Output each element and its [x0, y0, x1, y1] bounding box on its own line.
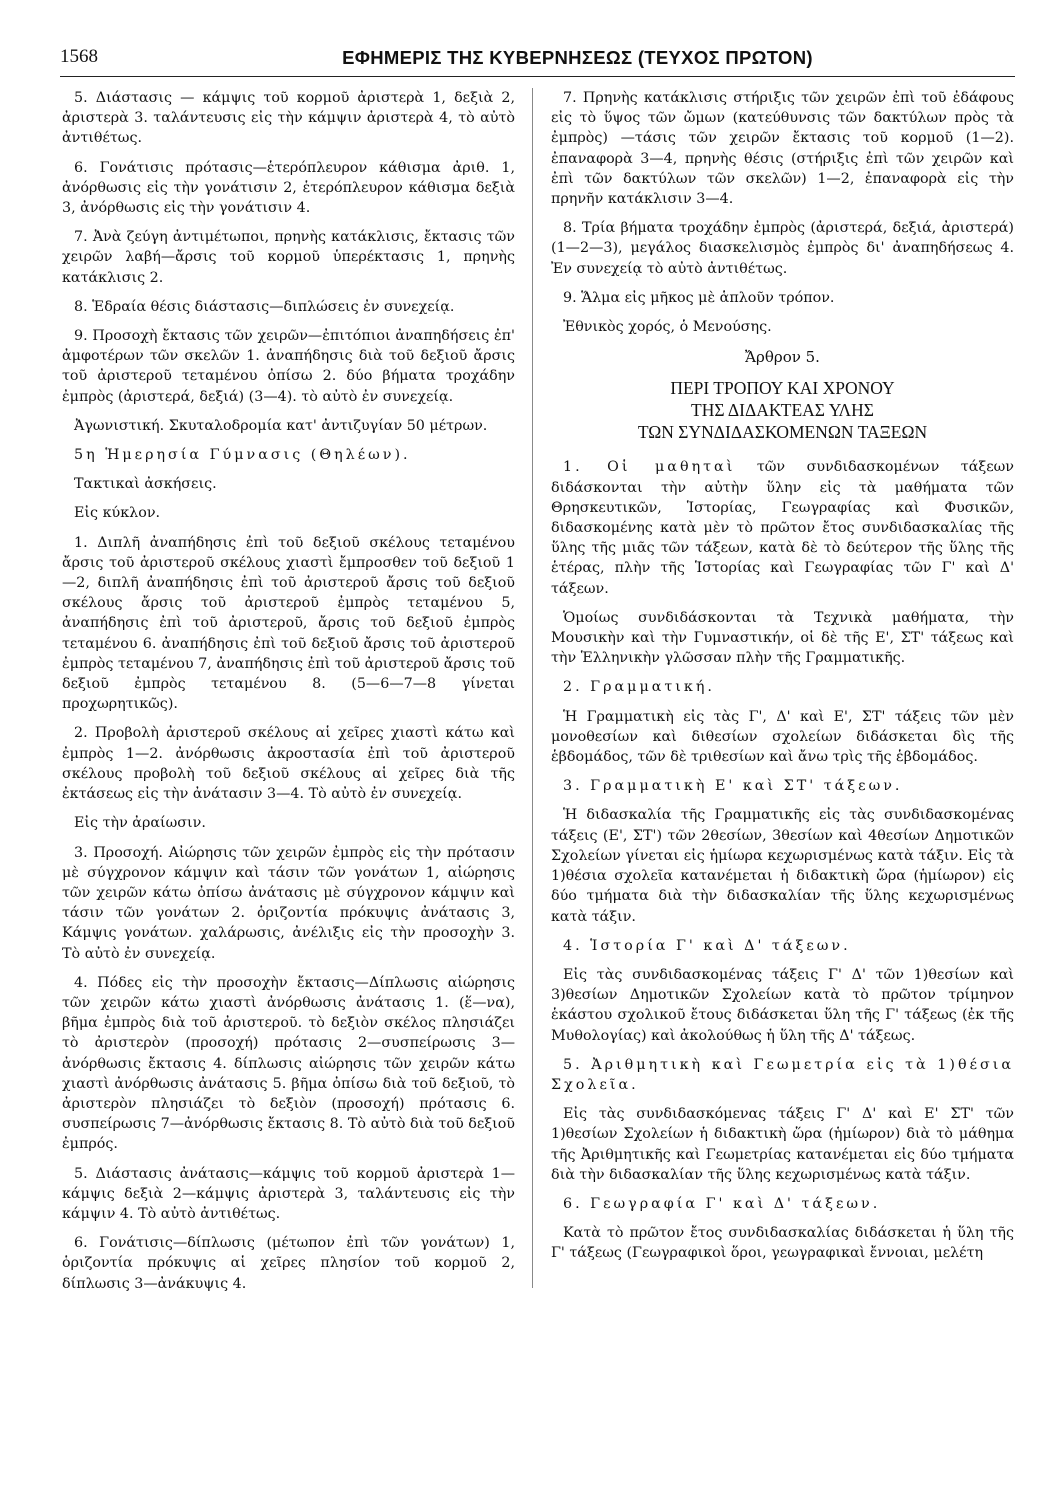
article-title-line: ΤΩΝ ΣΥΝΔΙΔΑΣΚΟΜΕΝΩΝ ΤΑΞΕΩΝ [637, 422, 928, 443]
paragraph: 1. Διπλῆ ἀναπήδησις ἐπὶ τοῦ δεξιοῦ σκέλους τεταμένου ἄρσις τοῦ ἀριστεροῦ σκέλους χιαστὶ ἔμπροσθεν τοῦ δεξιοῦ 1—2, διπλῆ ἀναπήδησις ἐπὶ τοῦ ἀριστεροῦ ἄρσις τοῦ δεξιοῦ σκέλους ἄρσις τοῦ ἀριστεροῦ ἐμπρὸς τεταμένου 5, ἀναπήδησις ἐπὶ τοῦ ἀριστεροῦ, ἄρσις τοῦ δεξιοῦ ἐμπρὸς τεταμένου 6. ἀναπήδησις ἐπὶ τοῦ δεξιοῦ ἄρσις τοῦ ἀριστεροῦ ἐμπρὸς τεταμένου 7, ἀναπήδησις ἐπὶ τοῦ ἀριστεροῦ ἄρσις τοῦ δεξιοῦ ἐμπρὸς τεταμένου 8. (5—6—7—8 γίνεται προχωρητικῶς). [62, 534, 515, 713]
paragraph: 6. Γονάτισις πρότασις—ἑτερόπλευρον κάθισμα ἀριθ. 1, ἀνόρθωσις εἰς τὴν γονάτισιν 2, ἑτερόπλευρον κάθισμα δεξιὰ 3, ἀνόρθωσις εἰς τὴν γονάτισιν 4. [62, 159, 515, 217]
paragraph: 5. Διάστασις ἀνάτασις—κάμψις τοῦ κορμοῦ ἀριστερὰ 1—κάμψις δεξιὰ 2—κάμψις ἀριστερὰ 3, ταλάντευσις εἰς τὴν κάμψιν 4. Τὸ αὐτὸ ἀντιθέτως. [62, 1165, 515, 1222]
paragraph: Ἀγωνιστική. Σκυταλοδρομία κατ' ἀντιζυγίαν 50 μέτρων. [74, 417, 488, 434]
paragraph: Ἡ Γραμματικὴ εἰς τὰς Γ', Δ' καὶ Ε', ΣΤ' τάξεις τῶν μὲν μονοθεσίων καὶ διθεσίων σχολείων διδάσκεται δὶς τῆς ἑβδομάδος, τῶν δὲ τριθεσίων καὶ ἄνω τρὶς τῆς ἑβδομάδος. [551, 708, 1014, 766]
section-heading: 2. Γραμματική. [563, 679, 715, 696]
page-number: 1568 [60, 46, 98, 67]
article-title [551, 377, 1014, 443]
section-heading: 4. Ἱστορία Γ' καὶ Δ' τάξεων. [563, 937, 851, 954]
paragraph: Εἰς τὰς συνδιδασκομένας τάξεις Γ' Δ' τῶν 1)θεσίων καὶ 3)θεσίων Δημοτικῶν Σχολείων κατὰ τὸ πρῶτον τρίμηνον ἑκάστου σχολικοῦ ἔτους διδάσκεται ὕλη τῆς Γ' τάξεως (ἐκ τῆς Μυθολογίας) καὶ ἀκολούθως ἡ ὕλη τῆς Δ' τάξεως. [551, 966, 1014, 1044]
gazette-title: ΕΦΗΜΕΡΙΣ ΤΗΣ ΚΥΒΕΡΝΗΣΕΩΣ (ΤΕΥΧΟΣ ΠΡΩΤΟΝ) [342, 47, 813, 68]
paragraph: 3. Προσοχή. Αἰώρησις τῶν χειρῶν ἐμπρὸς εἰς τὴν πρότασιν μὲ σύγχρονον κάμψιν καὶ τάσιν τῶν γονάτων 1, αἰώρησις τῶν χειρῶν κάτω ὀπίσω ἀνάτασις μὲ σύγχρονον κάμψιν καὶ τάσιν τῶν γονάτων 2. ὁριζοντία πρόκυψις ἀνάτασις 3, Κάμψις γονάτων. χαλάρωσις, ἀνέλιξις εἰς τὴν προσοχὴν 3. Τὸ αὐτὸ ἐν συνεχείᾳ. [62, 844, 515, 962]
paragraph: 9. Προσοχὴ ἔκτασις τῶν χειρῶν—ἐπιτόπιοι ἀναπηδήσεις ἐπ' ἀμφοτέρων τῶν σκελῶν 1. ἀναπήδησις διὰ τοῦ δεξιοῦ ἄρσις τοῦ ἀριστεροῦ τεταμένου ὀπίσω 2. δύο βήματα τροχάδην ἐμπρὸς (ἀριστερά, δεξιά) (3—4). τὸ αὐτὸ ἐν συνεχείᾳ. [62, 328, 515, 405]
article-number: Ἄρθρον 5. [745, 348, 820, 367]
article-title-line: ΠΕΡΙ ΤΡΟΠΟΥ ΚΑΙ ΧΡΟΝΟΥ [670, 378, 895, 399]
section-heading: 6. Γεωγραφία Γ' καὶ Δ' τάξεων. [563, 1195, 881, 1212]
section-heading: 5η Ἡμερησία Γύμνασις (Θηλέων). [74, 447, 411, 464]
left-column [62, 88, 515, 1488]
paragraph: 8. Τρία βήματα τροχάδην ἐμπρὸς (ἀριστερά, δεξιά, ἀριστερά) (1—2—3), μεγάλος διασκελισμὸς ἐμπρὸς δι' ἀναπηδήσεως 4. Ἐν συνεχείᾳ τὸ αὐτὸ ἀντιθέτως. [551, 220, 1014, 277]
spaced-lead: 1. Οἱ μαθηταὶ [563, 459, 736, 476]
right-column [551, 88, 1014, 1488]
paragraph: 5. Διάστασις — κάμψις τοῦ κορμοῦ ἀριστερὰ 1, δεξιὰ 2, ἀριστερὰ 3. ταλάντευσις εἰς τὴν κάμψιν ἀριστερὰ 4, τὸ αὐτὸ ἀντιθέτως. [62, 90, 515, 147]
paragraph: 7. Ἀνὰ ζεύγη ἀντιμέτωποι, πρηνὴς κατάκλισις, ἔκτασις τῶν χειρῶν λαβή—ἄρσις τοῦ κορμοῦ ὑπερέκτασις 1, πρηνὴς κατάκλισις 2. [62, 229, 515, 286]
subheading: Εἰς τὴν ἀραίωσιν. [74, 815, 206, 832]
column-divider [532, 88, 533, 1288]
paragraph: 6. Γονάτισις—δίπλωσις (μέτωπον ἐπὶ τῶν γονάτων) 1, ὁριζοντία πρόκυψις αἱ χεῖρες πλησίον τοῦ κορμοῦ 2, δίπλωσις 3—ἀνάκυψις 4. [62, 1235, 515, 1292]
paragraph: 2. Προβολὴ ἀριστεροῦ σκέλους αἱ χεῖρες χιαστὶ κάτω καὶ ἐμπρὸς 1—2. ἀνόρθωσις ἀκροστασία ἐπὶ τοῦ ἀριστεροῦ σκέλους προβολὴ τοῦ δεξιοῦ σκέλους αἱ χεῖρες διὰ τῆς ἐκτάσεως εἰς τὴν ἀνάτασιν 3—4. Τὸ αὐτὸ ἐν συνεχείᾳ. [62, 725, 515, 803]
section-heading: 5. Ἀριθμητικὴ καὶ Γεωμετρία εἰς τὰ 1)θέσια Σχολεῖα. [551, 1056, 1014, 1093]
paragraph-text: τῶν συνδιδασκομένων τάξεων διδάσκονται τὴν αὐτὴν ὕλην εἰς τὰ μαθήματα τῶν Θρησκευτικῶν, Ἱστορίας, Γεωγραφίας καὶ Φυσικῶν, διδασκομένης κατὰ μὲν τὸ πρῶτον ἔτος συνδιδασκαλίας τῆς ὕλης τῆς μιᾶς τῶν τάξεων, κατὰ δὲ τὸ δεύτερον τῆς ὕλης τῆς ἑτέρας, πλὴν τῆς Ἱστορίας καὶ Γεωγραφίας τῶν Γ' καὶ Δ' τάξεων. [551, 459, 1014, 597]
paragraph: Ὁμοίως συνδιδάσκονται τὰ Τεχνικὰ μαθήματα, τὴν Μουσικὴν καὶ τὴν Γυμναστικήν, οἱ δὲ τῆς Ε', ΣΤ' τάξεως καὶ τὴν Ἑλληνικὴν γλῶσσαν πλὴν τῆς Γραμματικῆς. [551, 609, 1014, 667]
page-header [60, 42, 1015, 77]
paragraph: 9. Ἅλμα εἰς μῆκος μὲ ἁπλοῦν τρόπον. [563, 289, 835, 306]
paragraph: Εἰς τὰς συνδιδασκόμενας τάξεις Γ' Δ' καὶ Ε' ΣΤ' τῶν 1)θεσίων Σχολείων ἡ διδακτικὴ ὥρα (ἡμίωρον) διὰ τὸ μάθημα τῆς Ἀριθμητικῆς καὶ Γεωμετρίας κατανέμεται εἰς δύο τμήματα διὰ τὴν διδασκαλίαν τῆς ὕλης κεχωρισμένως κατὰ τάξιν. [551, 1106, 1014, 1183]
paragraph: 7. Πρηνὴς κατάκλισις στήριξις τῶν χειρῶν ἐπὶ τοῦ ἐδάφους εἰς τὸ ὕψος τῶν ὤμων (κατεύθυνσις τῶν δακτύλων πρὸς τὰ ἐμπρὸς) —τάσις τῶν χειρῶν ἔκτασις τοῦ κορμοῦ (1—2). ἐπαναφορὰ 3—4, πρηνὴς θέσις (στήριξις ἐπὶ τῶν χειρῶν καὶ ἐπὶ τῶν δακτύλων τῶν σκελῶν) 1—2, ἐπαναφορὰ εἰς τὴν πρηνῆν κατάκλισιν 3—4. [551, 90, 1014, 208]
paragraph: Ἡ διδασκαλία τῆς Γραμματικῆς εἰς τὰς συνδιδασκομένας τάξεις (Ε', ΣΤ') τῶν 2θεσίων, 3θεσίων καὶ 4θεσίων Δημοτικῶν Σχολείων γίνεται εἰς ἡμίωρα κεχωρισμένως κατὰ τάξιν. Εἰς τὰ 1)θέσια σχολεῖα κατανέμεται ἡ διδακτικὴ ὥρα (ἡμίωρον) εἰς δύο τμήματα διὰ τὴν διδασκαλίαν τῆς ὕλης κεχωρισμένως κατὰ τάξιν. [551, 807, 1014, 925]
paragraph: Ἐθνικὸς χορός, ὁ Μενούσης. [563, 319, 772, 336]
subheading: Εἰς κύκλον. [74, 505, 161, 522]
article-title-line: ΤΗΣ ΔΙΔΑΚΤΕΑΣ ΥΛΗΣ [691, 400, 874, 421]
paragraph: 8. Ἑδραία θέσις διάστασις—διπλώσεις ἐν συνεχείᾳ. [74, 298, 455, 315]
subheading: Τακτικαὶ ἀσκήσεις. [74, 476, 217, 493]
paragraph: 4. Πόδες εἰς τὴν προσοχὴν ἔκτασις—Δίπλωσις αἰώρησις τῶν χειρῶν κάτω χιαστὶ ἀνόρθωσις ἀνάτασις 1. (ἕ—να), βῆμα ἐμπρὸς διὰ τοῦ ἀριστεροῦ. τὸ δεξιὸν σκέλος πλησιάζει τὸ ἀριστερὸν (προσοχή) πρότασις 2—συσπείρωσις 3—ἀνόρθωσις ἔκτασις 4. δίπλωσις αἰώρησις τῶν χειρῶν κάτω χιαστὶ ἀνόρθωσις ἀνάτασις 5. βῆμα ὀπίσω διὰ τοῦ δεξιοῦ, τὸ ἀριστερὸν πλησιάζει τὸ δεξιὸν (προσοχή) πρότασις 6. συσπείρωσις 7—ἀνόρθωσις ἔκτασις 8. Τὸ αὐτὸ διὰ τοῦ δεξιοῦ ἐμπρός. [62, 974, 515, 1153]
paragraph [551, 457, 1014, 598]
section-heading: 3. Γραμματικὴ Ε' καὶ ΣΤ' τάξεων. [563, 778, 903, 795]
paragraph: Κατὰ τὸ πρῶτον ἔτος συνδιδασκαλίας διδάσκεται ἡ ὕλη τῆς Γ' τάξεως (Γεωγραφικοὶ ὅροι, γεωγραφικαὶ ἔννοιαι, μελέτη [551, 1225, 1014, 1262]
